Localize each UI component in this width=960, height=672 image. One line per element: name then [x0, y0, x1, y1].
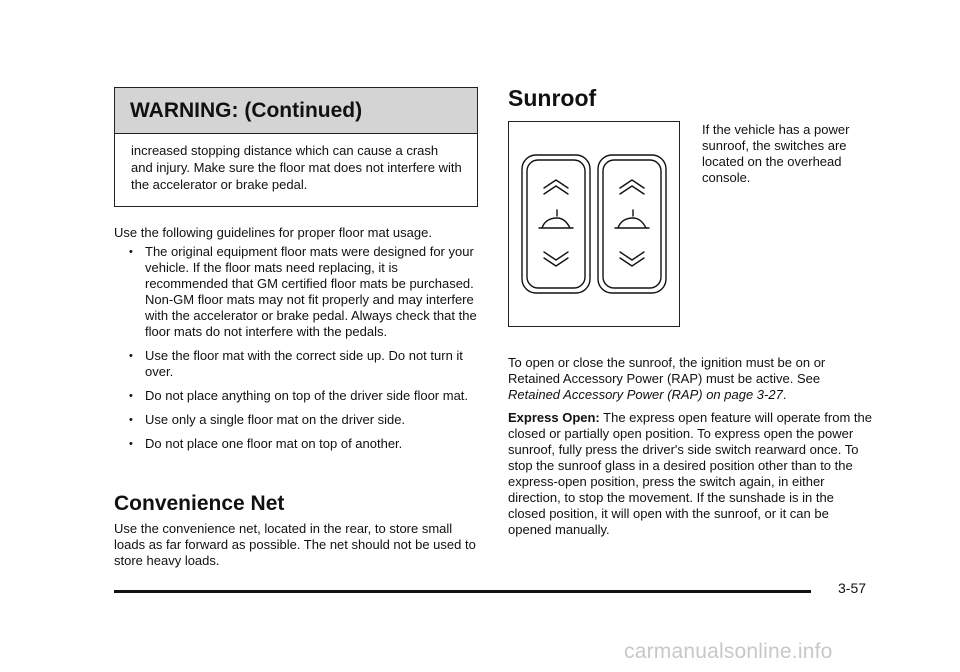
sunroof-switch-illustration: [509, 122, 679, 326]
list-item: [114, 348, 478, 380]
list-item: [114, 244, 478, 340]
sunroof-switch-figure: [508, 121, 680, 327]
sunroof-para1-text: To open or close the sunroof, the ignition must be on or Retained Accessory Power (RAP) must be active. See: [508, 355, 826, 386]
floor-mat-intro: Use the following guidelines for proper floor mat usage.: [114, 225, 432, 240]
express-open-text: The express open feature will operate from the closed or partially open position. To express open the power sunroof, fully press the driver's side switch rearward once. To stop the sunroof glass in a desired position other than to the express-open position, press the switch again, in either direction, to stop the movement. If the sunshade is in the closed position, it will open with the sunroof, or it can be opened manually.: [508, 410, 872, 537]
watermark: carmanualsonline.info: [624, 640, 833, 663]
express-open-paragraph: [508, 410, 874, 538]
bullet-icon: •: [129, 438, 133, 450]
footer-rule: [114, 590, 811, 593]
sunroof-figure-caption: If the vehicle has a power sunroof, the switches are located on the overhead console.: [702, 122, 850, 185]
convenience-net-text: Use the convenience net, located in the rear, to store small loads as far forward as possible. The net should not be used to store heavy loads.: [114, 521, 476, 568]
warning-box: [114, 87, 478, 207]
list-item: [114, 388, 478, 404]
bullet-icon: •: [129, 390, 133, 402]
list-item-text: The original equipment floor mats were designed for your vehicle. If the floor mats need replacing, it is recommended that GM certified floor mats be purchased. Non-GM floor mats may not fit properly and may interfere with the accelerator or brake pedal. Always check that the floor mats do not interfere with the pedals.: [145, 244, 477, 339]
convenience-net-heading: Convenience Net: [114, 492, 285, 515]
list-item-text: Use only a single floor mat on the driver side.: [145, 412, 406, 427]
list-item: [114, 436, 478, 452]
page-number: 3-57: [838, 580, 867, 596]
express-open-label: Express Open:: [508, 410, 600, 425]
list-item-text: Do not place one floor mat on top of another.: [145, 436, 403, 451]
list-item-text: Use the floor mat with the correct side up. Do not turn it over.: [145, 348, 463, 379]
list-item-text: Do not place anything on top of the driver side floor mat.: [145, 388, 469, 403]
bullet-icon: •: [129, 414, 133, 426]
bullet-icon: •: [129, 246, 133, 258]
sunroof-para1-end: .: [782, 387, 787, 402]
list-item: [114, 412, 478, 428]
sunroof-heading: Sunroof: [508, 85, 597, 111]
sunroof-paragraph-1: [508, 355, 878, 403]
bullet-icon: •: [129, 350, 133, 362]
rap-reference-link[interactable]: Retained Accessory Power (RAP) on page 3-27: [508, 387, 783, 402]
floor-mat-list: [114, 244, 478, 460]
warning-title: WARNING: (Continued): [115, 88, 477, 134]
warning-text: increased stopping distance which can cause a crash and injury. Make sure the floor mat does not interfere with the accelerator or brake pedal.: [131, 143, 462, 192]
